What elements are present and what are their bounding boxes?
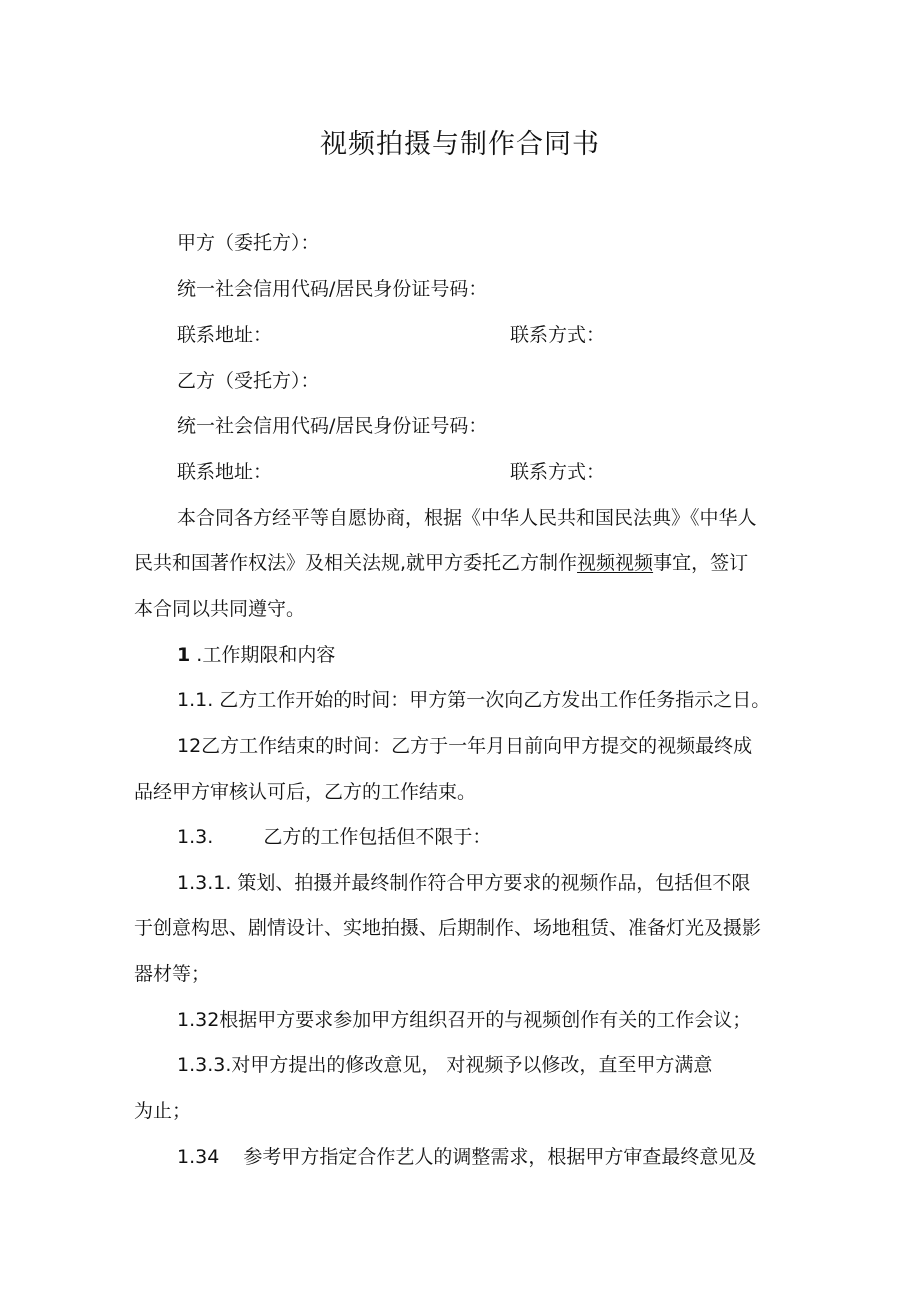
party-b-address-label: 联系地址： — [177, 461, 273, 483]
clause-1-3-2: 1.32根据甲方要求参加甲方组织召开的与视频创作有关的工作会议； — [177, 1009, 752, 1031]
document-title: 视频拍摄与制作合同书 — [320, 129, 600, 160]
party-b-address-row — [177, 457, 877, 487]
party-b-label: 乙方（受托方）： — [177, 370, 320, 392]
preamble-line-1: 本合同各方经平等自愿协商，根据《中华人民共和国民法典》《中华人 — [177, 507, 757, 529]
clause-1-3-4-number: 1.34 — [177, 1146, 220, 1168]
clause-1-3-1-line-3: 器材等； — [134, 963, 211, 985]
section-1-title: .工作期限和内容 — [196, 644, 336, 666]
clause-1-3 — [177, 822, 491, 852]
preamble-line-2-after: 事宜，签订 — [653, 552, 749, 574]
preamble-line-3: 本合同以共同遵守。 — [134, 598, 306, 620]
clause-1-3-3-line-1: 1.3.3.对甲方提出的修改意见， 对视频予以修改，直至甲方满意 — [177, 1054, 713, 1076]
party-a-code-label: 统一社会信用代码/居民身份证号码： — [177, 278, 488, 300]
party-b-code-label: 统一社会信用代码/居民身份证号码： — [177, 415, 488, 437]
clause-1-3-text: 乙方的工作包括但不限于： — [263, 826, 492, 848]
clause-1-3-3-line-2: 为止； — [134, 1100, 192, 1122]
clause-1-3-number: 1.3. — [177, 826, 214, 848]
party-b-contact-label: 联系方式： — [510, 461, 606, 483]
clause-1-3-4-text: 参考甲方指定合作艺人的调整需求，根据甲方审查最终意见及 — [243, 1146, 757, 1168]
preamble-underlined-term: 视频视频 — [577, 552, 654, 574]
clause-1-1: 1.1. 乙方工作开始的时间：甲方第一次向乙方发出工作任务指示之日。 — [177, 689, 771, 711]
clause-1-2-line-2: 品经甲方审核认可后，乙方的工作结束。 — [134, 781, 477, 803]
party-a-address-row — [177, 320, 877, 350]
section-1-heading — [177, 640, 335, 670]
preamble-line-2-before: 民共和国著作权法》及相关法规,就甲方委托乙方制作 — [134, 552, 578, 574]
clause-1-3-1-line-1: 1.3.1. 策划、拍摄并最终制作符合甲方要求的视频作品，包括但不限 — [177, 872, 751, 894]
clause-1-3-1-line-2: 于创意构思、剧情设计、实地拍摄、后期制作、场地租赁、准备灯光及摄影 — [134, 917, 762, 939]
clause-1-3-4 — [177, 1142, 756, 1172]
clause-1-2-line-1: 12乙方工作结束的时间：乙方于一年月日前向甲方提交的视频最终成 — [177, 735, 753, 757]
section-1-number: 1 — [177, 644, 191, 666]
party-a-label: 甲方（委托方）： — [177, 232, 320, 254]
party-a-address-label: 联系地址： — [177, 324, 273, 346]
preamble-line-2 — [134, 548, 748, 578]
party-a-contact-label: 联系方式： — [510, 324, 606, 346]
